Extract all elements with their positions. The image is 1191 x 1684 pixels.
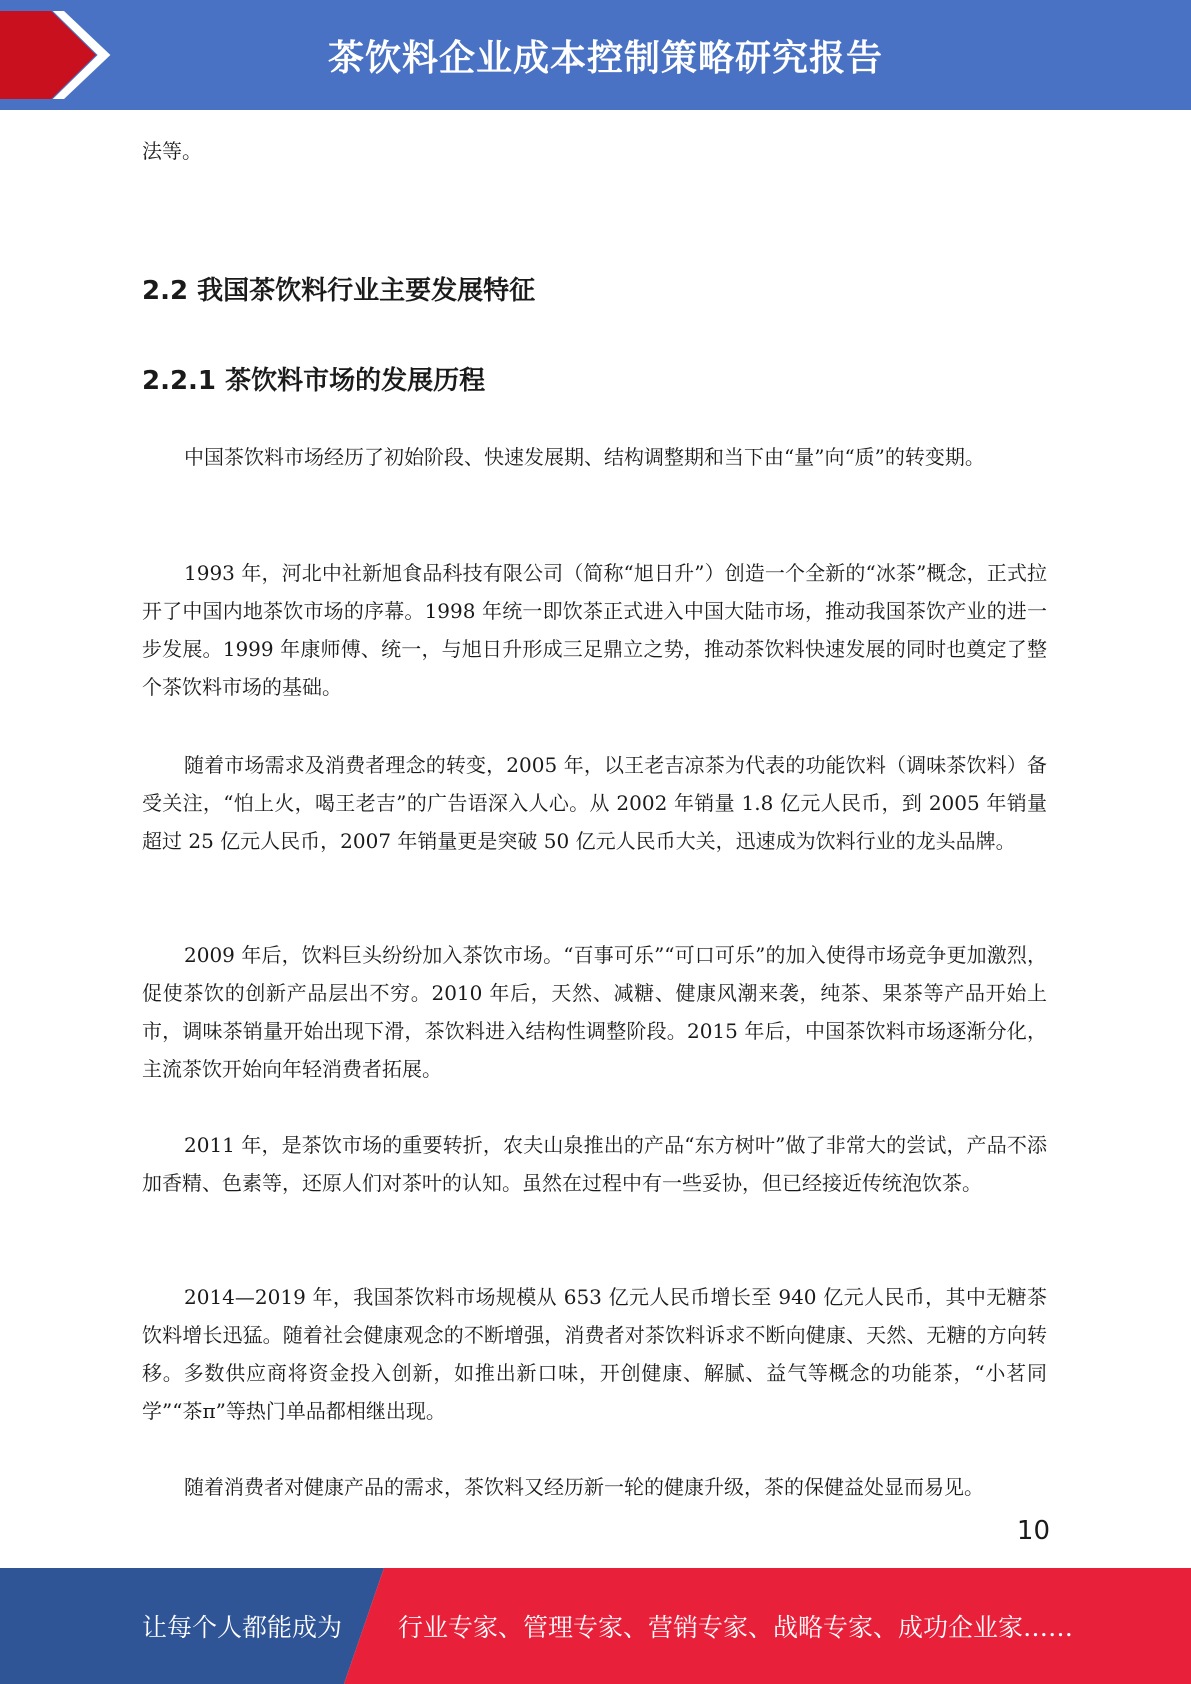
paragraph: 2009 年后，饮料巨头纷纷加入茶饮市场。“百事可乐”“可口可乐”的加入使得市场竞争更加激烈，促使茶饮的创新产品层出不穷。2010 年后，天然、减糖、健康风潮来袭，纯茶、果茶等产品开始上市，调味茶销量开始出现下滑，茶饮料进入结构性调整阶段。2015 年后，中国茶饮料市场逐渐分化，主流茶饮开始向年轻消费者拓展。 xyxy=(142,943,1047,1081)
section-heading: 2.2 我国茶饮料行业主要发展特征 xyxy=(142,276,536,306)
page-footer xyxy=(0,1568,1191,1684)
paragraph: 随着消费者对健康产品的需求，茶饮料又经历新一轮的健康升级，茶的保健益处显而易见。 xyxy=(184,1475,984,1499)
page-header xyxy=(0,0,1191,110)
paragraph: 随着市场需求及消费者理念的转变，2005 年，以王老吉凉茶为代表的功能饮料（调味茶饮料）备受关注，“怕上火，喝王老吉”的广告语深入人心。从 2002 年销量 1.8 亿元人民币，到 2005 年销量超过 25 亿元人民币，2007 年销量更是突破 50 亿元人民币大关，迅速成为饮料行业的龙头品牌。 xyxy=(142,753,1047,853)
paragraph: 2011 年，是茶饮市场的重要转折，农夫山泉推出的产品“东方树叶”做了非常大的尝试，产品不添加香精、色素等，还原人们对茶叶的认知。虽然在过程中有一些妥协，但已经接近传统泡饮茶。 xyxy=(142,1133,1047,1195)
paragraph: 1993 年，河北中社新旭食品科技有限公司（简称“旭日升”）创造一个全新的“冰茶”概念，正式拉开了中国内地茶饮市场的序幕。1998 年统一即饮茶正式进入中国大陆市场，推动我国茶饮产业的进一步发展。1999 年康师傅、统一，与旭日升形成三足鼎立之势，推动茶饮料快速发展的同时也奠定了整个茶饮料市场的基础。 xyxy=(142,561,1047,699)
paragraph-fragment: 法等。 xyxy=(142,139,202,163)
subsection-heading: 2.2.1 茶饮料市场的发展历程 xyxy=(142,366,486,396)
page-number: 10 xyxy=(1016,1516,1050,1546)
header-title: 茶饮料企业成本控制策略研究报告 xyxy=(327,37,883,79)
footer-slogan-left: 让每个人都能成为 xyxy=(142,1613,343,1642)
paragraph: 中国茶饮料市场经历了初始阶段、快速发展期、结构调整期和当下由“量”向“质”的转变期。 xyxy=(184,445,985,469)
paragraph: 2014—2019 年，我国茶饮料市场规模从 653 亿元人民币增长至 940 亿元人民币，其中无糖茶饮料增长迅猛。随着社会健康观念的不断增强，消费者对茶饮料诉求不断向健康、天然、无糖的方向转移。多数供应商将资金投入创新，如推出新口味，开创健康、解腻、益气等概念的功能茶，“小茗同学”“茶π”等热门单品都相继出现。 xyxy=(142,1285,1047,1423)
footer-slogan-right: 行业专家、管理专家、营销专家、战略专家、成功企业家…… xyxy=(398,1613,1074,1642)
